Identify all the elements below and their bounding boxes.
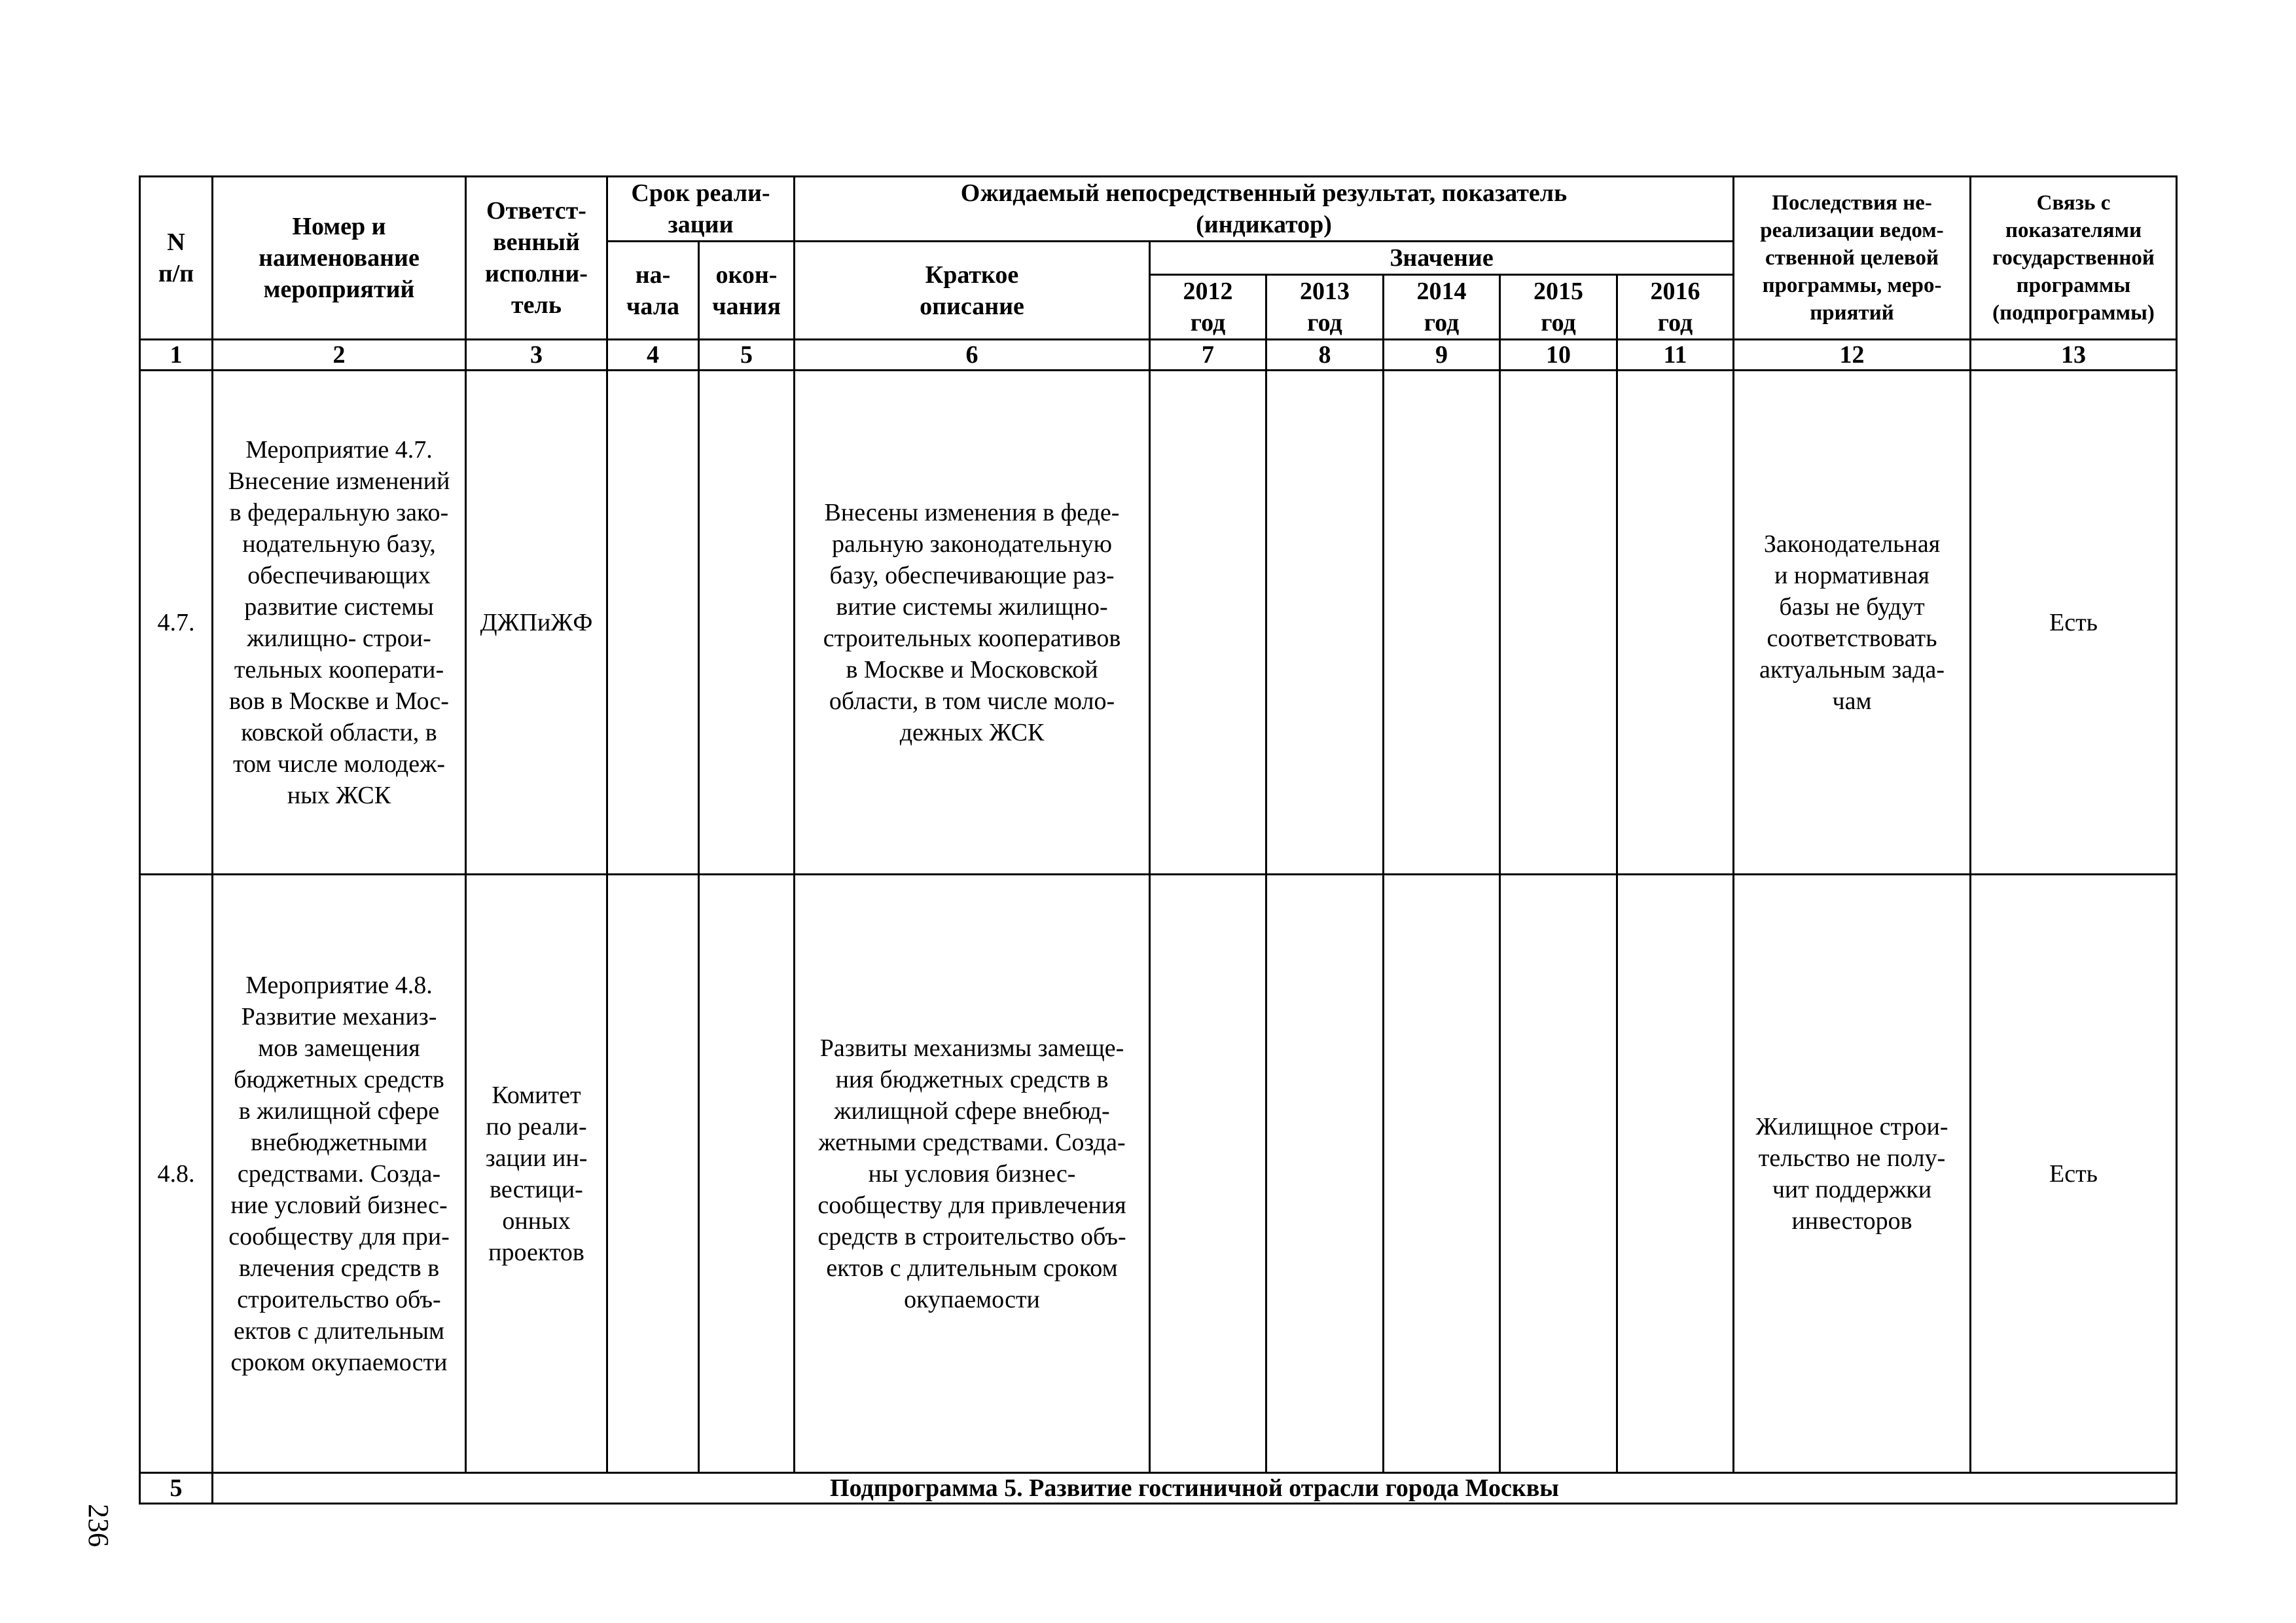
row-number: 4.7. <box>140 371 213 875</box>
column-number: 12 <box>1734 340 1971 371</box>
non-implementation-consequences: Жилищное строи- тельство не полу- чит поддержки инвесторов <box>1734 875 1971 1473</box>
activity-name: Мероприятие 4.7. Внесение изменений в федеральную зако- нодательную базу, обеспечивающих развитие системы жилищно- строи- тельных кооперати- вов в Москве и Мос- ковской области, в том числе молодеж- ных ЖСК <box>213 371 466 875</box>
responsible-executor: Комитет по реали- зации ин- вестици- онных проектов <box>466 875 607 1473</box>
responsible-executor: ДЖПиЖФ <box>466 371 607 875</box>
start-date <box>607 875 699 1473</box>
page-number: 236 <box>82 1504 115 1547</box>
value-2013 <box>1266 371 1384 875</box>
header-start: на- чала <box>607 242 699 340</box>
header-link: Связь с показателями государственной программы (подпрограммы) <box>1971 177 2177 340</box>
header-responsible: Ответст- венный исполни- тель <box>466 177 607 340</box>
start-date <box>607 371 699 875</box>
value-2014 <box>1384 371 1500 875</box>
end-date <box>699 371 795 875</box>
activity-name: Мероприятие 4.8. Развитие механиз- мов замещения бюджетных средств в жилищной сфере внебюджетными средствами. Созда- ние условий бизнес- сообществу для при- влечения средств в строительство объ- ектов с длительным сроком окупаемости <box>213 875 466 1473</box>
value-2015 <box>1500 371 1617 875</box>
end-date <box>699 875 795 1473</box>
column-number: 10 <box>1500 340 1617 371</box>
header-consequences: Последствия не- реализации ведом- ственной целевой программы, меро- приятий <box>1734 177 1971 340</box>
value-2016 <box>1617 875 1734 1473</box>
column-number: 8 <box>1266 340 1384 371</box>
program-link: Есть <box>1971 875 2177 1473</box>
header-period: Срок реали- зации <box>607 177 795 242</box>
subprogram-title: Подпрограмма 5. Развитие гостиничной отрасли города Москвы <box>213 1473 2177 1504</box>
result-description: Развиты механизмы замеще- ния бюджетных средств в жилищной сфере внебюд- жетными средствами. Созда- ны условия бизнес- сообществу для привлечения средств в строительство объ- ектов с длительным сроком окупаемости <box>795 875 1150 1473</box>
value-2014 <box>1384 875 1500 1473</box>
header-n: N п/п <box>140 177 213 340</box>
header-end: окон- чания <box>699 242 795 340</box>
column-number-row <box>140 340 2177 371</box>
row-number: 4.8. <box>140 875 213 1473</box>
column-number: 2 <box>213 340 466 371</box>
column-number: 11 <box>1617 340 1734 371</box>
header-year-2013: 2013 год <box>1266 275 1384 340</box>
column-number: 3 <box>466 340 607 371</box>
subprogram-row <box>140 1473 2177 1504</box>
subprogram-number: 5 <box>140 1473 213 1504</box>
value-2016 <box>1617 371 1734 875</box>
value-2013 <box>1266 875 1384 1473</box>
value-2015 <box>1500 875 1617 1473</box>
value-2012 <box>1150 875 1266 1473</box>
value-2012 <box>1150 371 1266 875</box>
column-number: 4 <box>607 340 699 371</box>
result-description: Внесены изменения в феде- ральную законодательную базу, обеспечивающие раз- витие системы жилищно- строительных кооперативов в Москве и Московской области, в том числе моло- дежных ЖСК <box>795 371 1150 875</box>
header-year-2015: 2015 год <box>1500 275 1617 340</box>
column-number: 1 <box>140 340 213 371</box>
header-row-1 <box>140 177 2177 242</box>
non-implementation-consequences: Законодательная и нормативная базы не будут соответствовать актуальным зада- чам <box>1734 371 1971 875</box>
column-number: 6 <box>795 340 1150 371</box>
header-name: Номер и наименование мероприятий <box>213 177 466 340</box>
header-year-2014: 2014 год <box>1384 275 1500 340</box>
header-description: Краткое описание <box>795 242 1150 340</box>
column-number: 7 <box>1150 340 1266 371</box>
table-row <box>140 371 2177 875</box>
header-year-2012: 2012 год <box>1150 275 1266 340</box>
header-value: Значение <box>1150 242 1734 275</box>
header-result: Ожидаемый непосредственный результат, показатель (индикатор) <box>795 177 1734 242</box>
header-year-2016: 2016 год <box>1617 275 1734 340</box>
program-link: Есть <box>1971 371 2177 875</box>
program-activities-table <box>139 175 2178 1504</box>
column-number: 5 <box>699 340 795 371</box>
column-number: 13 <box>1971 340 2177 371</box>
table-row <box>140 875 2177 1473</box>
column-number: 9 <box>1384 340 1500 371</box>
